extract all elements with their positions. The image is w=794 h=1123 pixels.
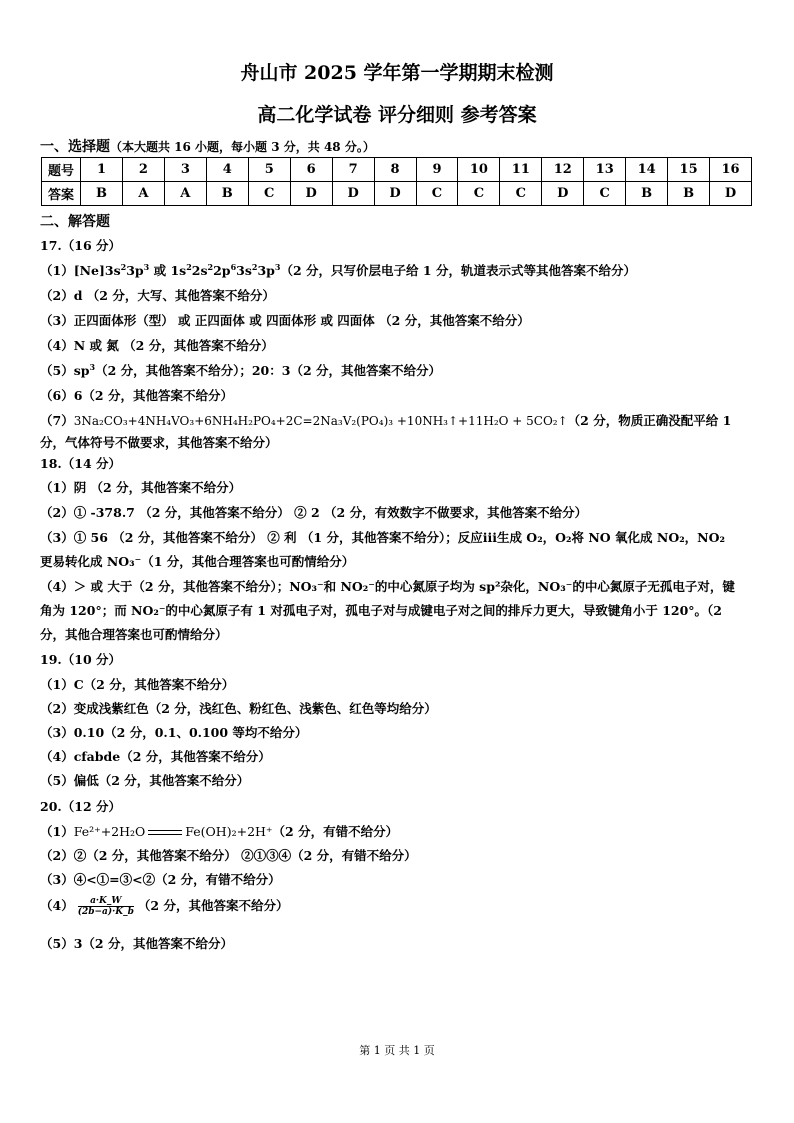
answer-row	[42, 182, 752, 206]
answer-cell: C	[458, 182, 500, 206]
fraction-denominator: (2b−a)·K_b	[77, 907, 134, 917]
answer-cell: D	[374, 182, 416, 206]
sup: 2	[186, 261, 192, 272]
q19-line4: （4）cfabde（2 分，其他答案不给分）	[40, 749, 271, 764]
q17-line6: （6）6（2 分，其他答案不给分）	[40, 388, 233, 403]
number-cell: 5	[248, 158, 290, 182]
answer-cell: A	[164, 182, 206, 206]
number-cell: 13	[584, 158, 626, 182]
answer-cell: C	[584, 182, 626, 206]
exam-title: 舟山市 2025 学年第一学期期末检测	[240, 62, 554, 84]
answer-cell: B	[206, 182, 248, 206]
sup: 3	[89, 361, 96, 372]
q18-line2: （2）① -378.7 （2 分，其他答案不给分） ② 2 （2 分，有效数字不做要求，其他答案不给分）	[40, 505, 588, 520]
q18-line3-cont: 更易转化成 NO₃⁻（1 分，其他合理答案也可酌情给分）	[40, 554, 355, 569]
q20-line2: （2）②（2 分，其他答案不给分） ②①③④（2 分，有错不给分）	[40, 848, 417, 863]
q17-line4: （4）N 或 氮 （2 分，其他答案不给分）	[40, 338, 274, 353]
q20-l1a: （1）	[40, 824, 74, 839]
q19-line1: （1）C（2 分，其他答案不给分）	[40, 677, 235, 692]
q19-line3: （3）0.10（2 分，0.1、0.100 等均不给分）	[40, 725, 308, 740]
q17-l1c: 或 1s	[149, 263, 187, 278]
q17-line7	[40, 411, 754, 429]
answer-cell: A	[122, 182, 164, 206]
number-cell: 16	[710, 158, 752, 182]
q17-line7-cont: 分，气体符号不做要求，其他答案不给分）	[40, 435, 278, 450]
q18-line4-cont2: 分，其他合理答案也可酌情给分）	[40, 627, 228, 642]
q17-l1e: 2p	[213, 263, 231, 278]
section1-heading	[40, 136, 754, 156]
q17-line2: （2）d （2 分，大写、其他答案不给分）	[40, 288, 275, 303]
answer-cell: D	[542, 182, 584, 206]
q20-l4b: （2 分，其他答案不给分）	[137, 898, 289, 913]
q20-line1	[40, 822, 754, 840]
number-cell: 12	[542, 158, 584, 182]
q17-l7a: （7）	[40, 413, 74, 428]
number-cell: 1	[81, 158, 123, 182]
number-cell: 7	[332, 158, 374, 182]
q17-l1d: 2s	[191, 263, 208, 278]
number-cell: 10	[458, 158, 500, 182]
q17-l1g: 3p	[257, 263, 275, 278]
equilibrium-arrow-icon	[148, 829, 182, 837]
answer-cell: C	[248, 182, 290, 206]
q18-line4: （4）＞ 或 大于（2 分，其他答案不给分）；NO₃⁻和 NO₂⁻的中心氮原子均为 sp²杂化，NO₃⁻的中心氮原子无孤电子对，键	[40, 579, 735, 594]
exam-subtitle: 高二化学试卷 评分细则 参考答案	[257, 104, 537, 126]
row-label-number: 题号	[42, 158, 81, 182]
answer-cell: D	[332, 182, 374, 206]
q17-equation: 3Na₂CO₃+4NH₄VO₃+6NH₄H₂PO₄+2C=2Na₃V₂(PO₄)₃ +10NH₃↑+11H₂O + 5CO₂↑	[73, 414, 568, 428]
number-cell: 3	[164, 158, 206, 182]
q19-title: 19.（10 分）	[40, 652, 121, 667]
q17-l1a: （1）[Ne]3s	[40, 263, 121, 278]
answer-cell: B	[668, 182, 710, 206]
fraction	[78, 896, 134, 917]
q17-line3: （3）正四面体形（型） 或 正四面体 或 四面体形 或 四面体 （2 分，其他答案不给分）	[40, 313, 530, 328]
number-cell: 9	[416, 158, 458, 182]
q17-l1f: 3s	[236, 263, 252, 278]
number-cell: 4	[206, 158, 248, 182]
q17-title: 17.（16 分）	[40, 238, 121, 253]
q17-l5a: （5）sp	[40, 363, 90, 378]
sup: 2	[207, 261, 214, 272]
section2-heading: 二、解答题	[40, 214, 110, 230]
q17-l1h: （2 分，只写价层电子给 1 分，轨道表示式等其他答案不给分）	[280, 263, 636, 278]
answer-cell: B	[626, 182, 668, 206]
number-cell: 15	[668, 158, 710, 182]
answer-cell: D	[290, 182, 332, 206]
q19-line2: （2）变成浅紫红色（2 分，浅红色、粉红色、浅紫色、红色等均给分）	[40, 701, 437, 716]
q18-line4-cont1: 角为 120°；而 NO₂⁻的中心氮原子有 1 对孤电子对，孤电子对与成键电子对之间的排斥力更大，导致键角小于 120°。（2	[40, 603, 722, 618]
sup: 2	[120, 261, 127, 272]
number-cell: 14	[626, 158, 668, 182]
q19-line5: （5）偏低（2 分，其他答案不给分）	[40, 773, 250, 788]
q20-line3: （3）④<①=③<②（2 分，有错不给分）	[40, 872, 281, 887]
sup: 2	[251, 261, 258, 272]
answer-cell: C	[416, 182, 458, 206]
q18-line1: （1）阴 （2 分，其他答案不给分）	[40, 480, 242, 495]
q20-title: 20.（12 分）	[40, 799, 121, 814]
q20-line4	[40, 896, 754, 917]
sup: 3	[143, 261, 150, 272]
q20-l1d: （2 分，有错不给分）	[272, 824, 399, 839]
answer-cell: D	[710, 182, 752, 206]
q18-title: 18.（14 分）	[40, 456, 121, 471]
sup: 3	[274, 261, 281, 272]
q17-l7b: （2 分，物质正确没配平给 1	[567, 413, 732, 428]
section1-title: 一、选择题	[40, 139, 110, 155]
q18-line3: （3）① 56 （2 分，其他答案不给分） ② 利 （1 分，其他答案不给分）；反应iii生成 O₂，O₂将 NO 氧化成 NO₂，NO₂	[40, 530, 725, 545]
q20-reactants: Fe²⁺+2H₂O	[73, 824, 146, 839]
answer-cell: C	[500, 182, 542, 206]
page-footer: 第 1 页 共 1 页	[359, 1044, 435, 1057]
number-cell: 8	[374, 158, 416, 182]
q17-l5b: （2 分，其他答案不给分）；20：3（2 分，其他答案不给分）	[95, 363, 442, 378]
number-cell: 11	[500, 158, 542, 182]
number-cell: 2	[122, 158, 164, 182]
answer-table	[41, 157, 752, 206]
fraction-numerator: a·K_W	[78, 896, 134, 907]
q20-line5: （5）3（2 分，其他答案不给分）	[40, 936, 233, 951]
q17-l1b: 3p	[126, 263, 144, 278]
answer-cell: B	[81, 182, 123, 206]
q17-line1	[40, 261, 754, 279]
number-cell: 6	[290, 158, 332, 182]
q20-l4a: （4）	[40, 898, 74, 913]
row-label-answer: 答案	[42, 182, 81, 206]
sup: 6	[230, 261, 237, 272]
section1-note: （本大题共 16 小题，每小题 3 分，共 48 分。）	[110, 140, 375, 154]
q17-line5	[40, 361, 754, 379]
q20-products: Fe(OH)₂+2H⁺	[185, 824, 273, 839]
question-number-row	[42, 158, 752, 182]
